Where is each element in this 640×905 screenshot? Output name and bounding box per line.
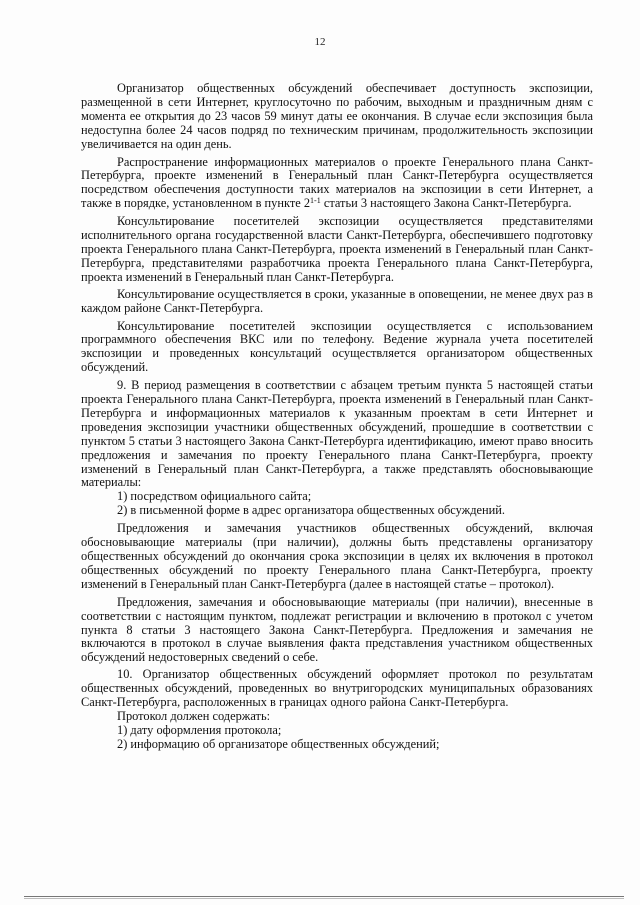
paragraph-consulting-representatives: Консультирование посетителей экспозиции осуществляется представителями исполнительного органа государственной власти Санкт-Петербурга, обеспечившего подготовку проекта Генерального плана Санкт-Петербурга, проекта изменений в Генеральный план Санкт-Петербурга, представителями разработчика проекта Генерального плана Санкт-Петербурга, проекта изменений в Генеральный план Санкт-Петербурга.	[81, 214, 593, 284]
paragraph-exposition-availability: Организатор общественных обсуждений обеспечивает доступность экспозиции, размещенной в сети Интернет, круглосуточно по рабочим, выходным и праздничным дням с момента ее открытия до 23 часов 59 минут даты ее окончания. В случае если экспозиция была недоступна более 24 часов подряд по техническим причинам, продолжительность экспозиции увеличивается на один день.	[81, 81, 593, 151]
list-item-organizer-info: 2) информацию об организаторе общественных обсуждений;	[117, 736, 440, 751]
list-item-official-site: 1) посредством официального сайта;	[117, 489, 312, 504]
paragraph-proposals-submission: Предложения и замечания участников общественных обсуждений, включая обосновывающие материалы (при наличии), должны быть представлены организатору общественных обсуждений до окончания срока экспозиции в целях их включения в протокол общественных обсуждений по проекту Генерального плана Санкт-Петербурга, проекту изменений в Генеральный план Санкт-Петербурга (далее в настоящей статье – протокол).	[81, 521, 593, 591]
list-item-written-form: 2) в письменной форме в адрес организатора общественных обсуждений.	[117, 503, 506, 518]
paragraph-protocol-contents: Протокол должен содержать:	[117, 708, 271, 723]
paragraph-item-10: 10. Организатор общественных обсуждений оформляет протокол по результатам общественных обсуждений, проведенных во внутригородских муниципальных образованиях Санкт-Петербурга, расположенных в границах одного района Санкт-Петербурга.	[81, 667, 593, 710]
paragraph-materials-distribution	[81, 156, 593, 212]
paragraph-consulting-vks: Консультирование посетителей экспозиции осуществляется с использованием программного обеспечения ВКС или по телефону. Ведение журнала учета посетителей экспозиции и проведенных консультаций осуществляется организатором общественных обсуждений.	[81, 318, 593, 375]
paragraph-text: статьи 3 настоящего Закона Санкт-Петербурга.	[320, 196, 572, 211]
list-item-protocol-date: 1) дату оформления протокола;	[117, 722, 282, 737]
paragraph-item-9: 9. В период размещения в соответствии с абзацем третьим пункта 5 настоящей статьи проекта Генерального плана Санкт-Петербурга, проекта изменений в Генеральный план Санкт-Петербурга и информационных материалов к указанным проектам в сети Интернет и проведения экспозиции участники общественных обсуждений, прошедшие в соответствии с пунктом 5 статьи 3 настоящего Закона Санкт-Петербурга идентификацию, имеют право вносить предложения и замечания по проекту Генерального плана Санкт-Петербурга, проекту изменений в Генеральный план Санкт-Петербурга, а также представлять обосновывающие материалы:	[81, 378, 593, 490]
scan-edge-line	[24, 898, 624, 899]
paragraph-proposals-registration: Предложения, замечания и обосновывающие материалы (при наличии), внесенные в соответствии с настоящим пунктом, подлежат регистрации и включению в протокол с учетом пункта 8 статьи 3 настоящего Закона Санкт-Петербурга. Предложения и замечания не включаются в протокол в случае выявления факта представления участником общественных обсуждений недостоверных сведений о себе.	[81, 594, 593, 665]
document-body	[81, 82, 593, 752]
superscript-index: 1-1	[310, 196, 321, 206]
paragraph-consulting-terms: Консультирование осуществляется в сроки, указанные в оповещении, не менее двух раз в каждом районе Санкт-Петербурга.	[81, 286, 593, 315]
paragraph-text: Распространение информационных материалов о проекте Генерального плана Санкт-Петербурга, проекте изменений в Генеральный план Санкт-Петербурга осуществляется посредством обеспечения доступности таких материалов на экспозиции в сети Интернет, а также в порядке, установленном в пункте 2	[81, 154, 593, 211]
scan-edge-line	[24, 896, 624, 897]
page-number: 12	[314, 36, 326, 48]
